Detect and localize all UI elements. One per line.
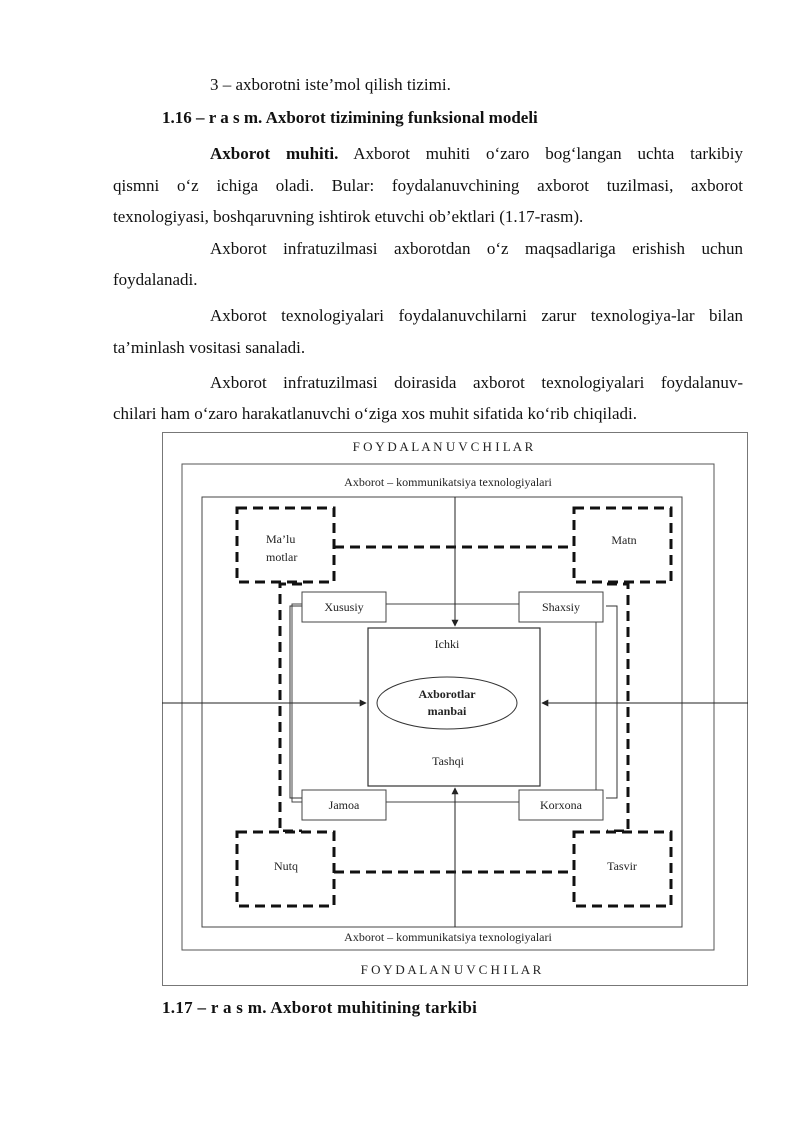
box-collective-label: Jamoa [328,798,360,812]
corner-label-data-line2: motlar [266,550,298,564]
box-personal-label: Shaxsiy [541,600,581,614]
source-label-line1: Axborotlar [418,687,476,701]
paragraph-1-line-1 [210,138,743,169]
information-source-ellipse [377,677,517,729]
paragraph-1-lead: Axborot muhiti. [210,144,339,163]
figure-caption-1-16: 1.16 – r a s m. Axborot tizimining funksional modeli [162,108,538,127]
center-internal-label: Ichki [434,637,460,651]
paragraph-2-line-1: Axborot infratuzilmasi axborotdan o‘z maqsadlariga erishish uchun [210,239,743,258]
intro-line: 3 – axborotni iste’mol qilish tizimi. [210,75,451,94]
center-external-label: Tashqi [432,754,464,768]
corner-label-image: Tasvir [607,859,637,873]
information-environment-diagram [162,432,748,986]
paragraph-1-rest: Axborot muhiti o‘zaro bog‘langan uchta tarkibiy [353,144,744,163]
source-label-line2: manbai [427,704,467,718]
ict-label-bottom: Axborot – kommunikatsiya texnologiyalari [344,930,552,944]
paragraph-4-line-2: chilari ham o‘zaro harakatlanuvchi o‘ziga xos muhit sifatida ko‘rib chiqiladi. [113,404,637,423]
corner-label-data-line1: Ma’lu [266,532,296,546]
paragraph-1-line-2: qismni o‘z ichiga oladi. Bular: foydalanuvchining axborot tuzilmasi, axborot [113,176,743,195]
users-label-bottom: F O Y D A L A N U V C H I L A R [360,962,542,977]
paragraph-1-line-3: texnologiyasi, boshqaruvning ishtirok etuvchi ob’ektlari (1.17-rasm). [113,207,584,226]
figure-caption-1-17: 1.17 – r a s m. Axborot muhitining tarkibi [162,998,478,1017]
paragraph-3-line-2: ta’minlash vositasi sanaladi. [113,338,306,357]
box-private-label: Xususiy [324,600,364,614]
corner-label-speech: Nutq [274,859,298,873]
users-label-top: F O Y D A L A N U V C H I L A R [352,439,534,454]
ict-label-top: Axborot – kommunikatsiya texnologiyalari [344,475,552,489]
paragraph-2-line-2: foydalanadi. [113,270,198,289]
box-enterprise-label: Korxona [540,798,582,812]
corner-label-text: Matn [611,533,637,547]
paragraph-4-line-1: Axborot infratuzilmasi doirasida axborot texnologiyalari foydalanuv- [210,373,743,392]
paragraph-3-line-1: Axborot texnologiyalari foydalanuvchilarni zarur texnologiya-lar bilan [210,306,743,325]
